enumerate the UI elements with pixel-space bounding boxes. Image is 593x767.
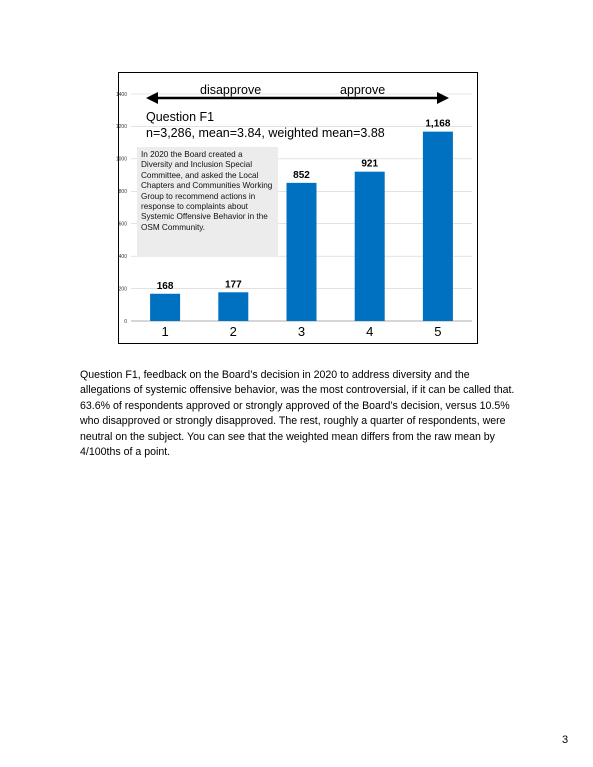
data-label: 921 (361, 158, 379, 170)
y-tick-label: 200 (118, 286, 127, 293)
bar (218, 292, 248, 321)
y-tick-label: 1000 (115, 156, 127, 163)
category-label: 5 (434, 324, 442, 339)
y-tick-label: 600 (118, 221, 127, 228)
chart-subtitle: n=3,286, mean=3.84, weighted mean=3.88 (146, 126, 385, 140)
page-number: 3 (562, 734, 569, 746)
category-label: 2 (229, 324, 237, 339)
data-label: 168 (156, 280, 174, 292)
arrow-right-label: approve (340, 83, 386, 97)
data-label: 177 (224, 279, 242, 291)
y-tick-label: 800 (118, 189, 127, 196)
category-label: 1 (161, 324, 169, 339)
bar (423, 132, 453, 321)
y-tick-label: 1200 (115, 124, 127, 131)
bar (287, 183, 317, 321)
y-axis-ticks (116, 92, 127, 325)
category-label: 4 (366, 324, 374, 339)
data-label: 852 (293, 169, 310, 181)
bar (355, 172, 385, 321)
category-label: 3 (297, 324, 306, 339)
y-tick-label: 400 (118, 253, 127, 260)
annotation-note-text: In 2020 the Board created a Diversity and Inclusion Special Committee, and asked the Local Chapters and Communities Working Group to recommend actions in response to complaints about Systemic Offensive Behavior in the OSM Community. (141, 150, 273, 232)
annotation-note (137, 147, 278, 257)
slide-caption: Question F1, feedback on the Board’s decision in 2020 to address diversity and the allegations of systemic offensive behavior, was the most controversial, if it can be called that. 63.6% of respondents approved or strongly approved of the Board’s decision, versus 10.5% who disapproved or strongly disapproved. The rest, roughly a quarter of respondents, were neutral on the subject. You can see that the weighted mean differs from the raw mean by 4/100ths of a point. (80, 369, 515, 459)
y-tick-label: 1400 (115, 91, 127, 98)
arrow-left-label: disapprove (200, 83, 262, 97)
y-tick-label: 0 (124, 318, 127, 325)
chart-title: Question F1 (146, 110, 215, 124)
bar (150, 294, 180, 321)
data-label: 1,168 (425, 118, 451, 130)
x-axis-categories (161, 324, 441, 339)
